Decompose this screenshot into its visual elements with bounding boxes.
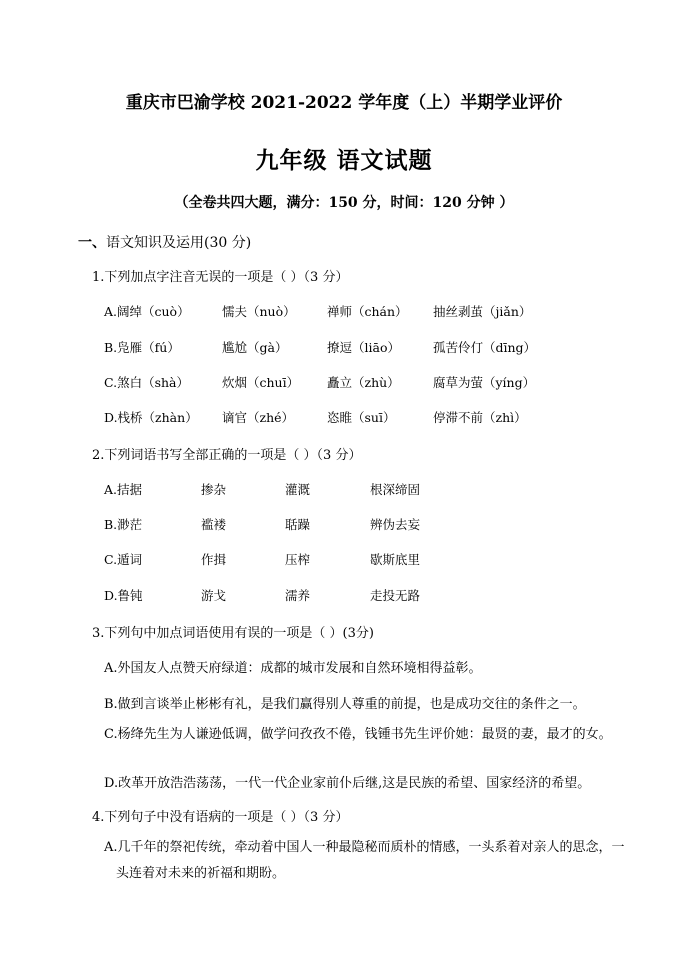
q1-option-a-1: A.阔绰（cuò） <box>104 304 190 319</box>
question-2-stem: 2.下列词语书写全部正确的一项是（ ）（3 分） <box>92 448 362 463</box>
q4-option-a: A.几千年的祭祀传统，牵动着中国人一种最隐秘而质朴的情感，一头系着对亲人的思念，一头连着对未来的祈福和期盼。 <box>104 840 625 881</box>
q1-option-d-3: 恣睢（suī） <box>327 410 396 425</box>
q2-option-d-1: D.鲁钝 <box>104 588 143 603</box>
subject-title: 九年级 语文试题 <box>255 147 433 174</box>
q2-option-b-2: 褴褛 <box>201 517 227 532</box>
q2-option-a-1: A.拮据 <box>104 482 143 497</box>
q1-option-d-4: 停滞不前（zhì） <box>433 410 527 425</box>
question-3-stem: 3.下列句中加点词语使用有误的一项是（ ）(3分) <box>92 626 374 641</box>
q1-option-c-1: C.煞白（shà） <box>104 375 190 390</box>
q2-option-a-2: 掺杂 <box>201 482 227 497</box>
q2-option-d-2: 游戈 <box>201 588 227 603</box>
q1-option-b-3: 撩逗（liāo） <box>327 340 400 355</box>
q1-option-c-3: 矗立（zhù） <box>327 375 400 390</box>
q1-option-b-2: 尴尬（gà） <box>222 340 288 355</box>
q3-option-c: C.杨绛先生为人谦逊低调，做学问孜孜不倦，钱锺书先生评价她：最贤的妻，最才的女。 <box>104 727 612 742</box>
q3-option-d: D.改革开放浩浩荡荡，一代一代企业家前仆后继,这是民族的希望、国家经济的希望。 <box>104 776 591 791</box>
section-heading <box>78 232 251 252</box>
q1-option-d-2: 谪官（zhé） <box>222 410 295 425</box>
question-1-stem: 1.下列加点字注音无误的一项是（ ）（3 分） <box>92 270 349 285</box>
q1-option-a-3: 禅师（chán） <box>327 304 408 319</box>
question-4-stem: 4.下列句子中没有语病的一项是（ ）（3 分） <box>92 810 349 825</box>
q3-option-a: A.外国友人点赞天府绿道：成都的城市发展和自然环境相得益彰。 <box>104 661 482 676</box>
q2-option-b-3: 聒躁 <box>285 517 311 532</box>
q1-option-a-4: 抽丝剥茧（jiǎn） <box>433 304 532 319</box>
q2-option-c-1: C.遁词 <box>104 552 143 567</box>
q2-option-b-4: 辨伪去妄 <box>370 517 421 532</box>
q2-option-c-4: 歇斯底里 <box>370 552 421 567</box>
q1-option-a-2: 懦夫（nuò） <box>222 304 296 319</box>
q2-option-c-2: 作揖 <box>201 552 227 567</box>
q2-option-a-4: 根深缔固 <box>370 482 421 497</box>
q2-option-d-4: 走投无路 <box>370 588 421 603</box>
q2-option-d-3: 濡养 <box>285 588 311 603</box>
q1-option-d-1: D.栈桥（zhàn） <box>104 410 198 425</box>
section-title: 语文知识及运用(30 分) <box>106 235 252 251</box>
q1-option-b-4: 孤苦伶仃（dīng） <box>433 340 537 355</box>
q3-option-b: B.做到言谈举止彬彬有礼，是我们赢得别人尊重的前提，也是成功交往的条件之一。 <box>104 697 586 712</box>
q2-option-b-1: B.渺茫 <box>104 517 143 532</box>
q1-option-c-4: 腐草为萤（yíng） <box>433 375 536 390</box>
q2-option-c-3: 压榨 <box>285 552 311 567</box>
q1-option-c-2: 炊烟（chuī） <box>222 375 300 390</box>
school-title: 重庆市巴渝学校 2021-2022 学年度（上）半期学业评价 <box>125 93 563 113</box>
exam-info: （全卷共四大题，满分：150 分，时间：120 分钟 ） <box>174 195 514 211</box>
q1-option-b-1: B.凫雁（fú） <box>104 340 180 355</box>
q2-option-a-3: 灌溉 <box>285 482 311 497</box>
section-number: 一、 <box>78 235 106 251</box>
